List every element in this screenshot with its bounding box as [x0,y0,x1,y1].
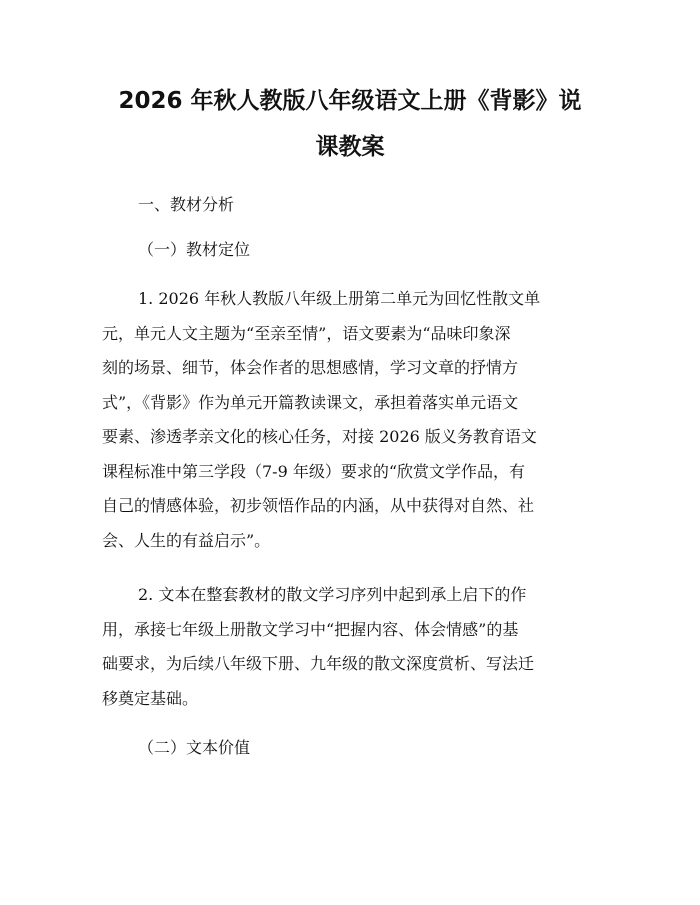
document-title-line-1: 2026 年秋人教版八年级语文上册《背影》说 [118,88,582,114]
subsection-heading-textbook-positioning: （一）教材定位 [138,240,251,259]
paragraph-1-line-5: 要素、渗透孝亲文化的核心任务，对接 2026 版义务教育语文 [102,427,537,446]
paragraph-2-line-4: 移奠定基础。 [102,688,199,708]
section-heading-textbook-analysis: 一、教材分析 [138,195,235,214]
paragraph-2-line-2: 用，承接七年级上册散文学习中“把握内容、体会情感”的基 [102,619,519,639]
document-title-line-2: 课教案 [315,134,385,160]
paragraph-1-line-6: 课程标准中第三学段（7-9 年级）要求的“欣赏文学作品，有 [102,461,526,481]
paragraph-1-line-2: 元，单元人文主题为“至亲至情”，语文要素为“品味印象深 [102,323,511,343]
paragraph-1-line-1: 1. 2026 年秋人教版八年级上册第二单元为回忆性散文单 [138,289,541,308]
subsection-heading-text-value: （二）文本价值 [138,738,251,757]
paragraph-2-line-1: 2. 文本在整套教材的散文学习序列中起到承上启下的作 [138,585,527,604]
paragraph-1-line-8: 会、人生的有益启示”。 [102,530,271,550]
paragraph-1-line-3: 刻的场景、细节，体会作者的思想感情，学习文章的抒情方 [102,358,519,377]
paragraph-1-line-7: 自己的情感体验，初步领悟作品的内涵，从中获得对自然、社 [102,496,535,515]
paragraph-2-line-3: 础要求，为后续八年级下册、九年级的散文深度赏析、写法迁 [102,654,535,673]
paragraph-1-line-4: 式”，《背影》作为单元开篇教读课文，承担着落实单元语文 [102,392,519,412]
